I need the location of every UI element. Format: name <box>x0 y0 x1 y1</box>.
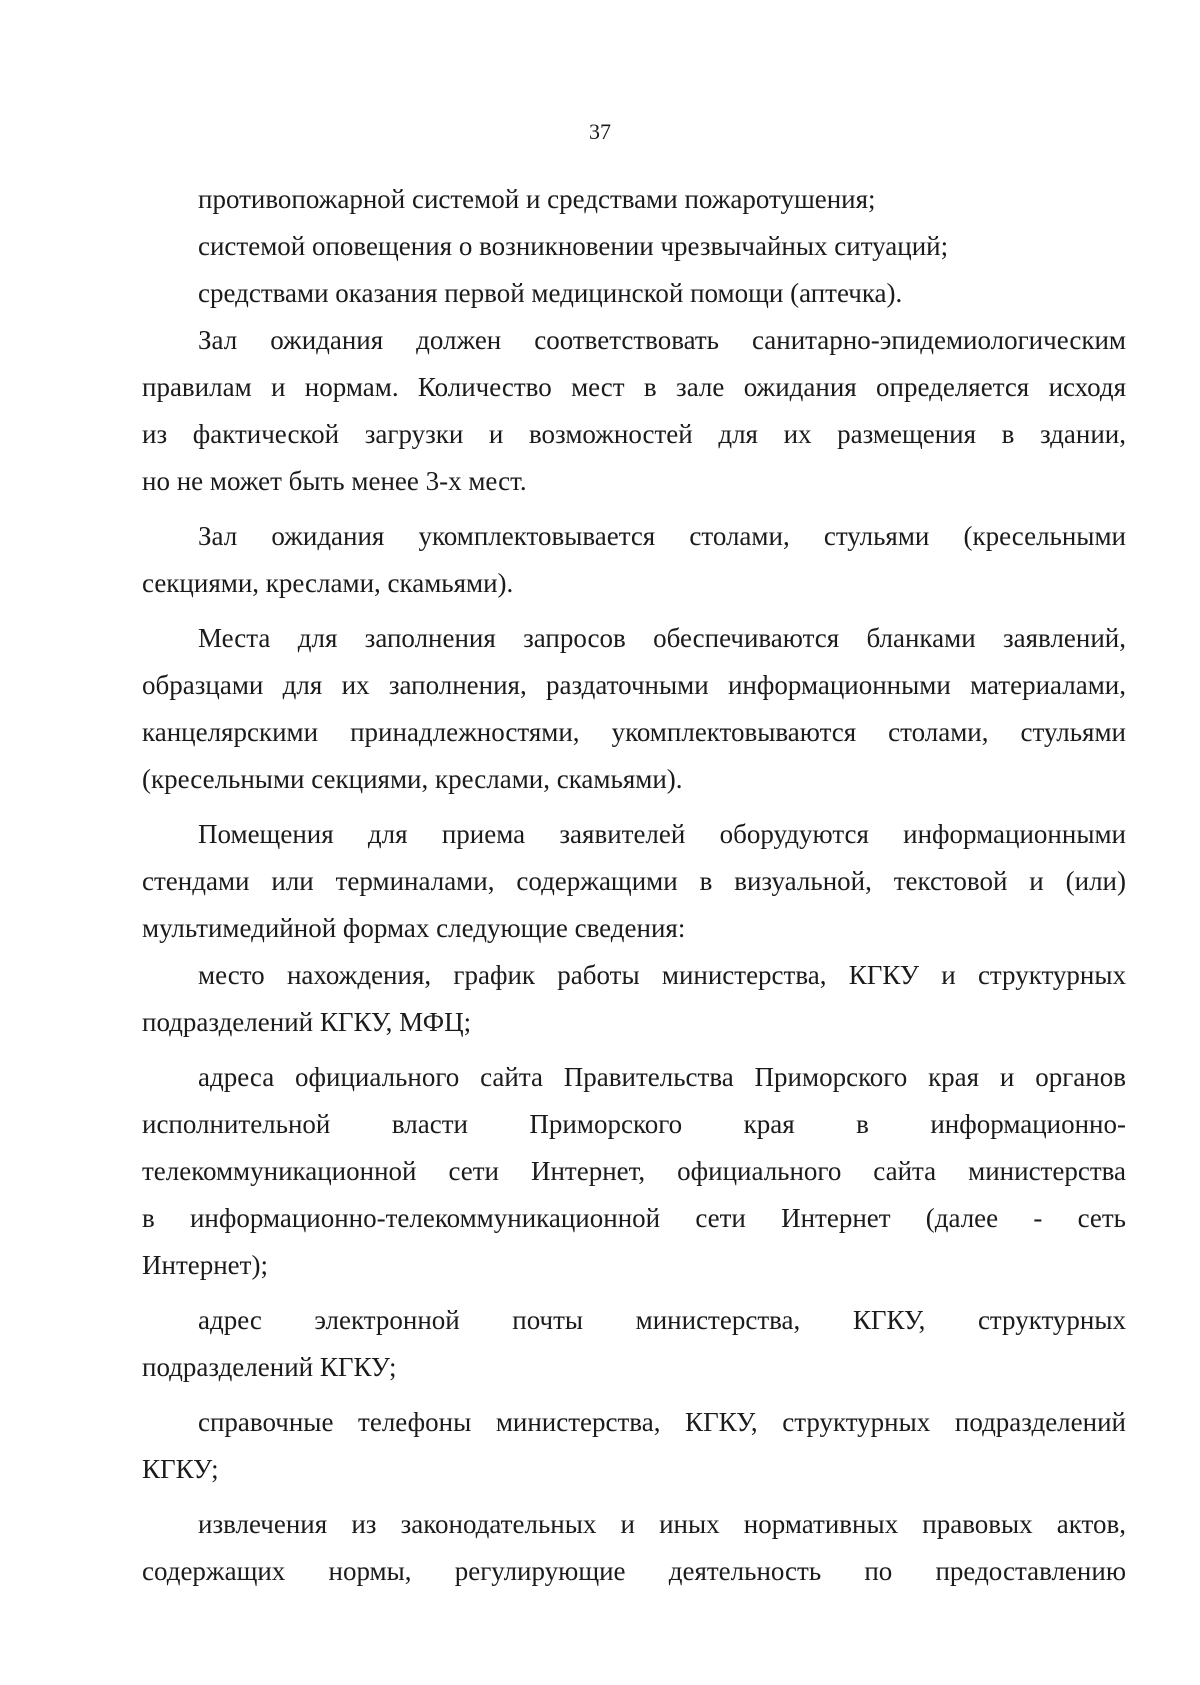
list-item-fire-system: противопожарной системой и средствами пожаротушения; <box>198 184 876 214</box>
paragraph-line: адрес электронной почты министерства, КГКУ, структурных <box>198 1305 1126 1335</box>
paragraph-line: правилам и нормам. Количество мест в зале ожидания определяется исходя <box>142 372 1126 402</box>
paragraph-info-stands <box>142 811 1126 952</box>
paragraph-location-schedule <box>142 952 1126 1046</box>
list-item-alert-system: системой оповещения о возникновении чрезвычайных ситуаций; <box>198 231 949 261</box>
paragraph-line: адреса официального сайта Правительства Приморского края и органов <box>198 1062 1126 1092</box>
paragraph-line: телекоммуникационной сети Интернет, официального сайта министерства <box>142 1156 1126 1186</box>
paragraph-email-address <box>142 1297 1126 1391</box>
paragraph-line: но не может быть менее 3-х мест. <box>142 466 527 496</box>
paragraph-line: справочные телефоны министерства, КГКУ, структурных подразделений <box>198 1407 1126 1437</box>
paragraph-line: из фактической загрузки и возможностей для их размещения в здании, <box>142 419 1126 449</box>
paragraph-line: Зал ожидания укомплектовывается столами, стульями (кресельными <box>198 521 1126 551</box>
paragraph-line: место нахождения, график работы министерства, КГКУ и структурных <box>198 960 1126 990</box>
paragraph-line: образцами для их заполнения, раздаточными информационными материалами, <box>142 670 1126 700</box>
paragraph-line: в информационно-телекоммуникационной сети Интернет (далее - сеть <box>142 1203 1126 1233</box>
page-number: 37 <box>589 119 611 144</box>
paragraph-waiting-hall-norms <box>142 317 1126 505</box>
paragraph-line: (кресельными секциями, креслами, скамьями). <box>142 764 683 794</box>
paragraph-line: мультимедийной формах следующие сведения: <box>142 913 686 943</box>
paragraph-legal-extracts <box>142 1501 1126 1595</box>
paragraph-line: Места для заполнения запросов обеспечиваются бланками заявлений, <box>198 623 1126 653</box>
paragraph-line: содержащих нормы, регулирующие деятельность по предоставлению <box>142 1556 1126 1586</box>
paragraph-line: канцелярскими принадлежностями, укомплектовываются столами, стульями <box>142 717 1126 747</box>
paragraph-line: Интернет); <box>142 1250 268 1280</box>
paragraph-line: КГКУ; <box>142 1454 219 1484</box>
paragraph-line: подразделений КГКУ; <box>142 1352 397 1382</box>
paragraph-line: исполнительной власти Приморского края в информационно- <box>142 1109 1126 1139</box>
paragraph-line: Помещения для приема заявителей оборудуются информационными <box>198 819 1126 849</box>
paragraph-reference-phones <box>142 1399 1126 1493</box>
paragraph-line: подразделений КГКУ, МФЦ; <box>142 1007 472 1037</box>
list-item-first-aid: средствами оказания первой медицинской помощи (аптечка). <box>198 278 903 308</box>
document-body <box>142 176 1126 1595</box>
paragraph-line: Зал ожидания должен соответствовать санитарно-эпидемиологическим <box>198 325 1126 355</box>
paragraph-line: секциями, креслами, скамьями). <box>142 568 514 598</box>
paragraph-line: извлечения из законодательных и иных нормативных правовых актов, <box>198 1509 1126 1539</box>
paragraph-website-addresses <box>142 1054 1126 1289</box>
paragraph-line: стендами или терминалами, содержащими в визуальной, текстовой и (или) <box>142 866 1126 896</box>
paragraph-waiting-hall-furniture <box>142 513 1126 607</box>
paragraph-request-places <box>142 615 1126 803</box>
